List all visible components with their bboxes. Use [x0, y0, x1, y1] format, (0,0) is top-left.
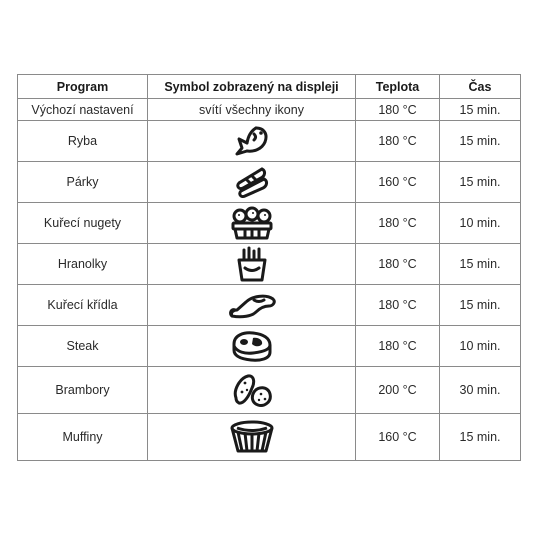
table-row	[18, 244, 521, 285]
temperature: 180 °C	[356, 121, 440, 162]
potatoes-icon	[230, 370, 274, 410]
symbol-cell	[148, 326, 356, 367]
time: 15 min.	[440, 285, 521, 326]
program-name: Ryba	[18, 121, 148, 162]
symbol-cell	[148, 244, 356, 285]
symbol-cell	[148, 414, 356, 461]
symbol-cell	[148, 285, 356, 326]
temperature: 180 °C	[356, 203, 440, 244]
temperature: 160 °C	[356, 414, 440, 461]
chicken-wing-icon	[226, 288, 278, 322]
table-row	[18, 414, 521, 461]
program-name: Steak	[18, 326, 148, 367]
time: 15 min.	[440, 244, 521, 285]
table-header-row	[18, 75, 521, 99]
header-time: Čas	[440, 75, 521, 99]
table-row	[18, 121, 521, 162]
temperature: 180 °C	[356, 285, 440, 326]
time: 10 min.	[440, 326, 521, 367]
program-name: Kuřecí křídla	[18, 285, 148, 326]
fries-icon	[235, 246, 269, 282]
program-name: Kuřecí nugety	[18, 203, 148, 244]
symbol-cell	[148, 121, 356, 162]
table-row	[18, 285, 521, 326]
program-name: Párky	[18, 162, 148, 203]
symbol-cell	[148, 203, 356, 244]
header-temperature: Teplota	[356, 75, 440, 99]
program-name: Hranolky	[18, 244, 148, 285]
symbol-cell	[148, 367, 356, 414]
temperature: 180 °C	[356, 99, 440, 121]
temperature: 200 °C	[356, 367, 440, 414]
fish-icon	[232, 122, 272, 160]
symbol-text: svítí všechny ikony	[148, 99, 356, 121]
nuggets-icon	[229, 205, 275, 241]
program-name: Výchozí nastavení	[18, 99, 148, 121]
temperature: 180 °C	[356, 244, 440, 285]
program-table	[17, 74, 521, 461]
time: 15 min.	[440, 162, 521, 203]
sausages-icon	[232, 164, 272, 200]
table-row	[18, 99, 521, 121]
symbol-cell	[148, 162, 356, 203]
time: 30 min.	[440, 367, 521, 414]
program-name: Brambory	[18, 367, 148, 414]
muffin-icon	[228, 418, 276, 456]
table-row	[18, 162, 521, 203]
table-row	[18, 203, 521, 244]
time: 15 min.	[440, 121, 521, 162]
steak-icon	[229, 328, 275, 364]
program-name: Muffiny	[18, 414, 148, 461]
time: 15 min.	[440, 414, 521, 461]
temperature: 180 °C	[356, 326, 440, 367]
header-program: Program	[18, 75, 148, 99]
table-row	[18, 367, 521, 414]
temperature: 160 °C	[356, 162, 440, 203]
time: 10 min.	[440, 203, 521, 244]
table-row	[18, 326, 521, 367]
time: 15 min.	[440, 99, 521, 121]
header-symbol: Symbol zobrazený na displeji	[148, 75, 356, 99]
